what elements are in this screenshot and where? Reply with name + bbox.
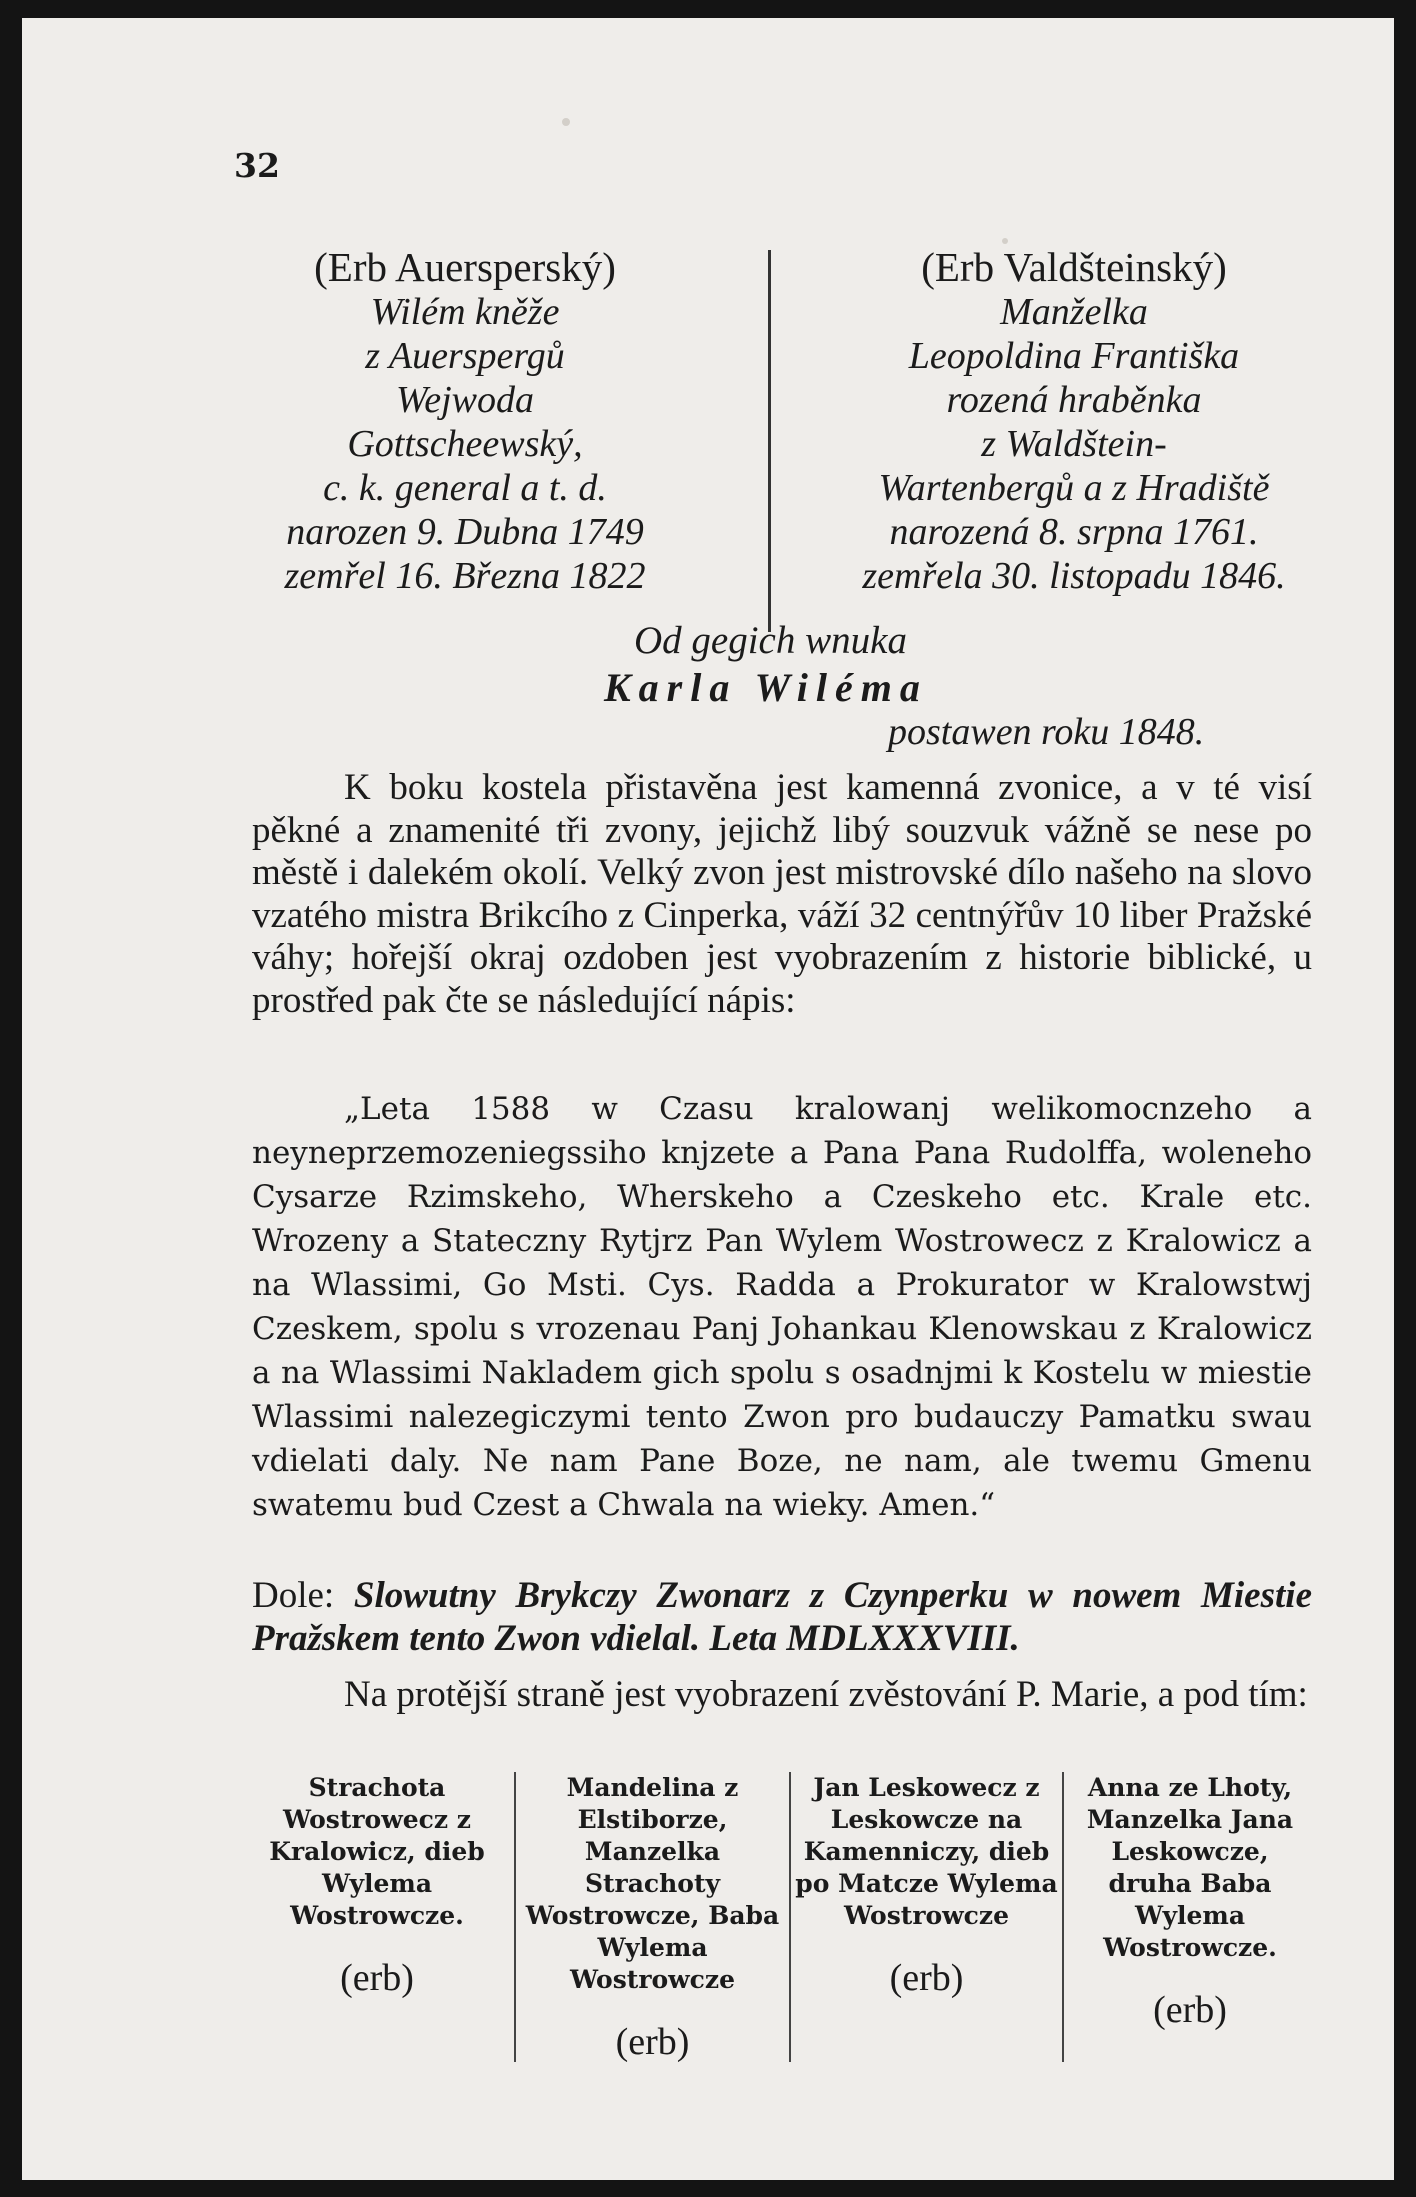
- arms-entry: [1068, 1772, 1312, 2032]
- arms-label: (erb): [889, 1957, 964, 1999]
- dedication-year: postawen roku 1848.: [888, 711, 1205, 753]
- left-line: Wejwoda: [396, 379, 534, 421]
- arms-label: (erb): [1153, 1989, 1227, 2031]
- page-speck: [562, 118, 570, 126]
- right-line: Manželka: [1000, 291, 1148, 333]
- right-heading: (Erb Valdšteinský): [921, 244, 1227, 290]
- left-line: Wilém kněže: [370, 291, 560, 333]
- paragraph-annunciation: Na protější straně jest vyobrazení zvěstování P. Marie, a pod tím:: [344, 1674, 1308, 1715]
- paragraph-bells: K boku kostela přistavěna jest kamenná zvonice, a v té visí pěkné a znamenité tři zvony, jejichž libý souzvuk vážně se nese po městě i dalekém okolí. Velký zvon jest mistrovské dílo našeho na slovo vzatého mistra Brikcího z Cinperka, váží 32 centnýřův 10 liber Pražské váhy; hořejší okraj ozdoben jest vyobrazením z historie biblické, u prostřed pak čte se následující nápis:: [252, 767, 1312, 1021]
- right-line: Wartenbergů a z Hradiště: [878, 467, 1270, 509]
- column-divider: [789, 1772, 791, 2062]
- arms-entry: [794, 1772, 1059, 2000]
- right-column: [764, 244, 1384, 598]
- column-divider: [1062, 1772, 1064, 2062]
- arms-label: (erb): [340, 1957, 414, 1999]
- dole-text: Slowutny Brykczy Zwonarz z Czynperku w nowem Miestie Pražskem tento Zwon vdielal. Leta MDLXXXVIII.: [252, 1575, 1312, 1659]
- bell-inscription: „Leta 1588 w Czasu kralowanj welikomocnzeho a neyneprzemozeniegssiho knjzete a Pana Pana Rudolffa, woleneho Cysarze Rzimskeho, Wherskeho a Czeskeho etc. Krale etc. Wrozeny a Stateczny Rytjrz Pan Wylem Wostrowecz z Kralowicz a na Wlassimi, Go Msti. Cys. Radda a Prokurator w Kralowstwj Czeskem, spolu s vrozenau Panj Johankau Klenowskau z Kralowicz a na Wlassimi Nakladem gich spolu s osadnjmi k Kostelu w miestie Wlassimi nalezegiczymi tento Zwon pro budauczy Pamatku swau vdielati daly. Ne nam Pane Boze, ne nam, ale twemu Gmenu swatemu bud Czest a Chwala na wieky. Amen.“: [252, 1091, 1312, 1523]
- dedication-line: Od gegich wnuka: [634, 619, 907, 662]
- column-divider: [514, 1772, 516, 2062]
- left-line: c. k. general a t. d.: [323, 467, 607, 509]
- left-line: zemřel 16. Března 1822: [284, 555, 646, 597]
- dedication-name: Karla Wiléma: [604, 665, 928, 710]
- left-line: z Auerspergů: [365, 335, 565, 377]
- arms-label: (erb): [615, 2021, 690, 2063]
- arms-text: Mandelina z Elstiborze, Manzelka Strachoty Wostrowcze, Baba Wylema Wostrowcze: [525, 1773, 780, 1994]
- right-line: z Waldštein-: [981, 423, 1167, 465]
- arms-text: Anna ze Lhoty, Manzelka Jana Leskowcze, druha Baba Wylema Wostrowcze.: [1086, 1773, 1294, 1962]
- right-line: narozená 8. srpna 1761.: [889, 511, 1259, 553]
- right-line: rozená hraběnka: [946, 379, 1202, 421]
- left-line: narozen 9. Dubna 1749: [286, 511, 644, 553]
- arms-text: Strachota Wostrowecz z Kralowicz, dieb Wylema Wostrowcze.: [269, 1773, 485, 1930]
- right-line: zemřela 30. listopadu 1846.: [862, 555, 1286, 597]
- left-heading: (Erb Auersperský): [314, 244, 616, 290]
- coat-of-arms-table: [252, 1772, 1312, 2062]
- arms-entry: [252, 1772, 502, 2000]
- dole-label: Dole:: [252, 1575, 335, 1616]
- left-column: [250, 244, 680, 598]
- right-line: Leopoldina Františka: [908, 335, 1240, 377]
- arms-text: Jan Leskowecz z Leskowcze na Kamenniczy, dieb po Matcze Wylema Wostrowcze: [795, 1773, 1058, 1930]
- page-number: 32: [234, 146, 280, 185]
- arms-entry: [520, 1772, 785, 2064]
- book-page: [22, 18, 1394, 2180]
- paragraph-dole: [252, 1575, 1312, 1660]
- left-line: Gottscheewský,: [347, 423, 583, 465]
